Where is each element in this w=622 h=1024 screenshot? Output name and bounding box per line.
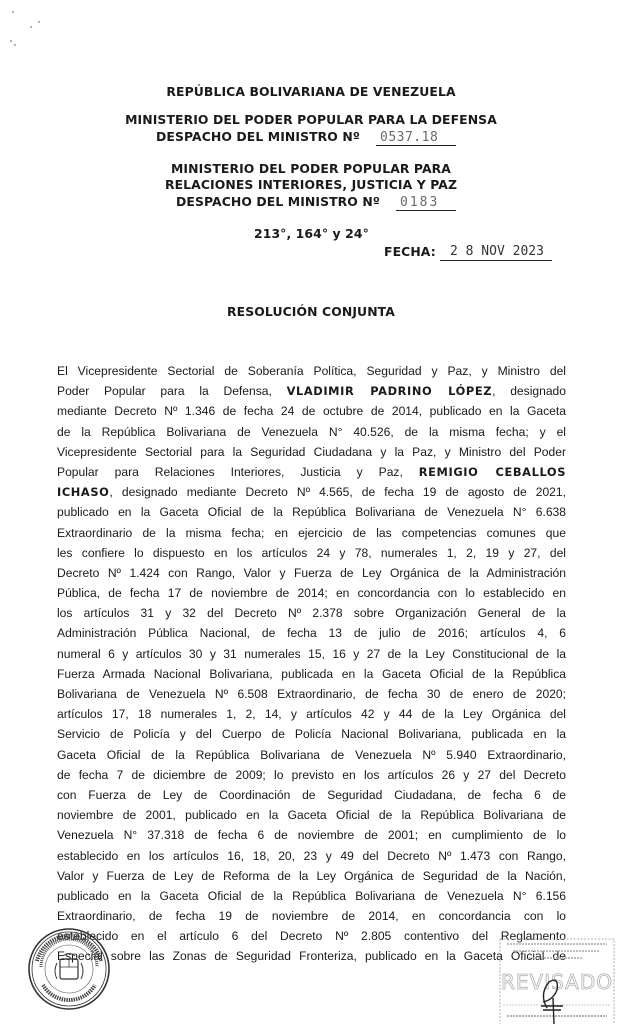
body-text-run: Pública, de fecha 17 de noviembre de 2014; en concordancia con lo establecido en — [57, 586, 566, 601]
body-line — [57, 724, 566, 744]
body-text-run: El Vicepresidente Sectorial de Soberanía Política, Seguridad y Paz, y Ministro del — [57, 364, 566, 378]
body-text-run: Poder Popular para la Defensa, — [57, 384, 287, 399]
body-text-run: Bolivariana de Venezuela Nº 6.508 Extraordinario, de fecha 30 de enero de 2020; — [57, 687, 566, 701]
body-line — [57, 361, 566, 381]
body-text-run: noviembre de 2001, publicado en la Gaceta Oficial de la República Bolivariana de — [57, 808, 566, 823]
body-line — [57, 765, 566, 785]
scan-speck — [14, 44, 16, 46]
body-line — [57, 482, 566, 502]
body-text-run: Administración Pública Nacional, de fecha 13 de julio de 2016; artículos 4, 6 — [57, 626, 566, 641]
years-line: 213°, 164° y 24° — [254, 226, 369, 241]
defense-number-underline — [376, 145, 456, 146]
resolution-body — [57, 361, 566, 967]
date-label: FECHA: — [384, 244, 436, 259]
body-text-run: los artículos 31 y 32 del Decreto Nº 2.378 sobre Organización General de la — [57, 606, 566, 621]
ministry-interior-heading-2: RELACIONES INTERIORES, JUSTICIA Y PAZ — [164, 177, 458, 192]
body-text-run: les confiere lo dispuesto en los artículos 24 y 78, numerales 1, 2, 19 y 27, del — [57, 545, 566, 560]
body-text-run: Fuerza Armada Nacional Bolivariana, publicada en la Gaceta Oficial de la República — [57, 666, 566, 681]
body-line — [57, 825, 566, 845]
body-text-run: Extraordinario, de fecha 19 de noviembre de 2014, en concordancia con lo — [57, 909, 566, 924]
body-line — [57, 785, 566, 805]
body-line — [57, 946, 566, 966]
body-text-run: de fecha 7 de diciembre de 2009; lo previsto en los artículos 26 y 27 del Decreto — [57, 767, 566, 782]
body-text-run: establecido en los artículos 16, 18, 20, 23 y 49 del Decreto Nº 1.473 con Rango, — [57, 848, 566, 863]
body-line — [57, 805, 566, 825]
body-line — [57, 381, 566, 401]
body-text-run: establecido en el artículo 6 del Decreto Nº 2.805 contentivo del Reglamento — [57, 929, 566, 944]
body-line — [57, 502, 566, 522]
body-text-run: Servicio de Policía y del Cuerpo de Policía Nacional Bolivariana, publicada en la — [57, 727, 566, 742]
body-line — [57, 523, 566, 543]
body-line — [57, 926, 566, 946]
scan-speck — [30, 26, 32, 28]
body-text-run: numeral 6 y artículos 30 y 31 numerales 15, 16 y 27 de la Ley Constitucional de la — [57, 646, 566, 661]
body-line — [57, 684, 566, 704]
body-line — [57, 886, 566, 906]
defense-resolution-number: 0537.18 — [380, 130, 439, 145]
date-underline — [440, 260, 552, 261]
body-line — [57, 644, 566, 664]
body-line — [57, 704, 566, 724]
body-text-run: , designado — [492, 384, 567, 399]
body-text-run: Decreto Nº 1.424 con Rango, Valor y Fuerza de Ley Orgánica de la Administración — [57, 565, 566, 580]
ministry-interior-heading-1: MINISTERIO DEL PODER POPULAR PARA — [171, 161, 451, 176]
bold-name: VLADIMIR PADRINO LÓPEZ — [286, 384, 493, 399]
ministry-defense-heading: MINISTERIO DEL PODER POPULAR PARA LA DEFENSA — [125, 112, 497, 127]
country-heading: REPÚBLICA BOLIVARIANA DE VENEZUELA — [166, 84, 456, 99]
body-text-run: mediante Decreto Nº 1.346 de fecha 24 de octubre de 2014, publicado en la Gaceta — [57, 404, 566, 419]
body-text-run: Especial sobre las Zonas de Seguridad Fronteriza, publicado en la Gaceta Oficial de — [57, 949, 566, 964]
body-text-run: , designado mediante Decreto Nº 4.565, de fecha 19 de agosto de 2021, — [109, 485, 566, 500]
date-stamp: 2 8 NOV 2023 — [450, 244, 544, 259]
bold-name: ICHASO — [57, 485, 110, 500]
body-text-run: con Fuerza de Ley de Coordinación de Seguridad Ciudadana, de fecha 6 de — [57, 787, 566, 802]
body-text-run: publicado en la Gaceta Oficial de la República Bolivariana de Venezuela N° 6.638 — [57, 505, 566, 520]
body-line — [57, 462, 566, 482]
interior-office-label: DESPACHO DEL MINISTRO Nº — [176, 194, 380, 209]
interior-resolution-number: 0183 — [400, 195, 440, 210]
body-line — [57, 906, 566, 926]
body-line — [57, 745, 566, 765]
body-line — [57, 543, 566, 563]
body-line — [57, 401, 566, 421]
body-line — [57, 442, 566, 462]
interior-number-underline — [396, 210, 456, 211]
defense-office-label: DESPACHO DEL MINISTRO Nº — [156, 129, 360, 144]
revisado-stamp — [499, 938, 615, 1024]
body-line — [57, 664, 566, 684]
body-line — [57, 563, 566, 583]
body-text-run: Gaceta Oficial de la República Bolivariana de Venezuela Nº 5.940 Extraordinario, — [57, 747, 566, 762]
body-text-run: de la República Bolivariana de Venezuela N° 40.526, de la misma fecha; y el — [57, 424, 566, 439]
scan-speck — [12, 11, 14, 13]
body-line — [57, 866, 566, 886]
body-line — [57, 422, 566, 442]
body-line — [57, 603, 566, 623]
bold-name: REMIGIO CEBALLOS — [418, 464, 566, 479]
body-line — [57, 623, 566, 643]
body-text-run: Valor y Fuerza de Ley de Reforma de la Ley Orgánica de Seguridad de la Nación, — [57, 868, 566, 883]
body-text-run: Extraordinario de la misma fecha; en ejercicio de las competencias comunes que — [57, 525, 566, 540]
svg-text:REVISADO: REVISADO — [500, 970, 614, 994]
body-line — [57, 846, 566, 866]
document-title: RESOLUCIÓN CONJUNTA — [227, 304, 395, 319]
body-line — [57, 583, 566, 603]
scan-speck — [10, 40, 12, 42]
body-text-run: Popular para Relaciones Interiores, Justicia y Paz, — [57, 464, 419, 479]
scan-speck — [38, 21, 40, 23]
ministry-seal-stamp — [27, 927, 111, 1011]
body-text-run: Vicepresidente Sectorial para la Seguridad Ciudadana y la Paz, y Ministro del Poder — [57, 444, 566, 459]
body-text-run: artículos 17, 18 numerales 1, 2, 14, y artículos 42 y 44 de la Ley Orgánica del — [57, 707, 566, 722]
body-text-run: Venezuela N° 37.318 de fecha 6 de noviembre de 2001; en cumplimiento de lo — [57, 828, 566, 843]
body-text-run: publicado en la Gaceta Oficial de la República Bolivariana de Venezuela N° 6.156 — [57, 888, 566, 903]
